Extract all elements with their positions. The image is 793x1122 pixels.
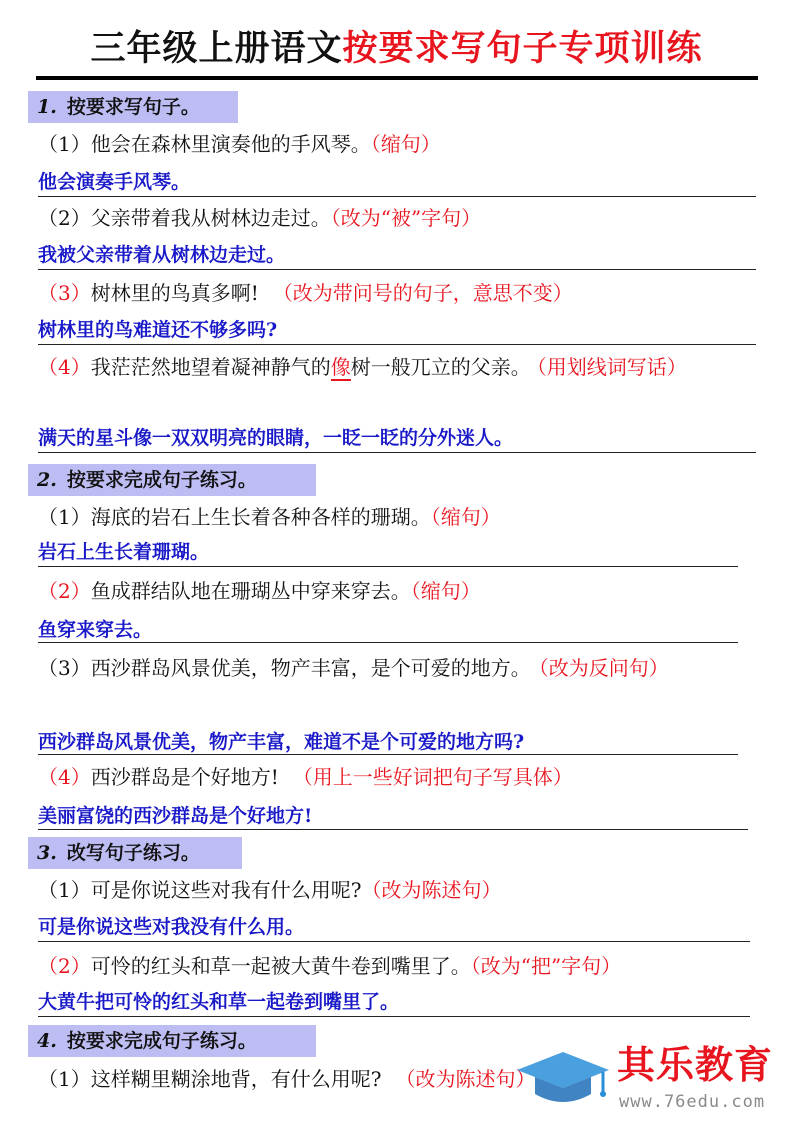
section-number: 1. <box>37 96 57 118</box>
question-mark: （2） <box>38 579 91 603</box>
section-number: 2. <box>37 469 57 491</box>
question-mark: （1） <box>38 1067 91 1091</box>
answer-2-4: 美丽富饶的西沙群岛是个好地方! <box>38 805 313 827</box>
question-requirement: （改为反问句） <box>538 656 669 680</box>
section-4-header <box>28 1025 316 1057</box>
question-requirement: （改为带问号的句子，意思不变） <box>272 281 573 305</box>
answer-1-2: 我被父亲带着从树林边走过。 <box>38 244 286 266</box>
answer-line <box>38 196 756 197</box>
question-requirement: （缩句） <box>430 505 501 529</box>
answer-line <box>38 1016 750 1017</box>
question-3-1 <box>38 874 501 906</box>
answer-line <box>38 344 756 345</box>
question-text: 海底的岩石上生长着各种各样的珊瑚。 <box>90 505 431 529</box>
question-text: 他会在森林里演奏他的手风琴。 <box>90 132 371 156</box>
question-3-2 <box>38 950 621 982</box>
question-text: 西沙群岛风景优美，物产丰富，是个可爱的地方。 <box>90 656 531 680</box>
answer-line <box>38 829 748 830</box>
section-3-header <box>28 837 242 869</box>
watermark-logo <box>515 1042 785 1114</box>
question-mark: （2） <box>38 206 91 230</box>
question-text: 树林里的鸟真多啊! <box>90 281 259 305</box>
page-title <box>0 24 793 74</box>
question-requirement: （缩句） <box>410 579 481 603</box>
question-1-2 <box>38 202 481 234</box>
section-label: 按要求完成句子练习。 <box>66 1030 257 1052</box>
answer-line <box>38 642 738 643</box>
section-label: 按要求完成句子练习。 <box>66 469 257 491</box>
answer-line <box>38 941 750 942</box>
answer-line <box>38 566 738 567</box>
title-red-part: 按要求写句子专项训练 <box>342 28 703 69</box>
section-label: 按要求写句子。 <box>66 96 200 118</box>
section-number: 4. <box>37 1030 57 1052</box>
answer-2-3: 西沙群岛风景优美，物产丰富，难道不是个可爱的地方吗? <box>38 731 525 753</box>
answer-1-4: 满天的星斗像一双双明亮的眼睛，一眨一眨的分外迷人。 <box>38 427 514 449</box>
question-2-3 <box>38 650 750 686</box>
question-4-1 <box>38 1063 535 1095</box>
question-mark: （2） <box>38 954 91 978</box>
question-2-2 <box>38 575 481 607</box>
question-text: 父亲带着我从树林边走过。 <box>90 206 331 230</box>
answer-line <box>38 452 756 453</box>
answer-line <box>38 754 738 755</box>
question-mark: （4） <box>38 355 91 379</box>
section-2-header <box>28 464 316 496</box>
question-1-4 <box>38 350 750 385</box>
question-text: 可是你说这些对我有什么用呢? <box>90 878 362 902</box>
question-text: 鱼成群结队地在珊瑚丛中穿来穿去。 <box>90 579 411 603</box>
section-1-header <box>28 91 238 123</box>
question-2-4 <box>38 761 573 793</box>
question-mark: （3） <box>38 656 91 680</box>
answer-3-2: 大黄牛把可怜的红头和草一起卷到嘴里了。 <box>38 991 400 1013</box>
answer-3-1: 可是你说这些对我没有什么用。 <box>38 916 305 938</box>
question-mark: （1） <box>38 132 91 156</box>
question-requirement: （用划线词写话） <box>536 355 687 379</box>
question-text: 这样糊里糊涂地背，有什么用呢? <box>90 1067 382 1091</box>
question-requirement: （用上一些好词把句子写具体） <box>292 765 573 789</box>
question-mark: （4） <box>38 765 91 789</box>
question-text: 西沙群岛是个好地方! <box>90 765 279 789</box>
graduation-cap-icon <box>515 1050 611 1110</box>
answer-2-1: 岩石上生长着珊瑚。 <box>38 541 210 563</box>
question-mark: （3） <box>38 281 91 305</box>
question-requirement: （改为陈述句） <box>361 878 502 902</box>
answer-2-2: 鱼穿来穿去。 <box>38 619 153 641</box>
question-requirement: （改为“把”字句） <box>470 954 622 978</box>
question-text: 可怜的红头和草一起被大黄牛卷到嘴里了。 <box>90 954 471 978</box>
question-requirement: （改为陈述句） <box>395 1067 536 1091</box>
title-black-part: 三年级上册语文 <box>90 28 343 69</box>
underlined-word: 像 <box>330 355 351 379</box>
question-requirement: （缩句） <box>370 132 441 156</box>
question-2-1 <box>38 501 501 533</box>
answer-1-1: 他会演奏手风琴。 <box>38 171 191 193</box>
question-text: 我茫茫然地望着凝神静气的 <box>90 355 331 379</box>
answer-line <box>38 269 756 270</box>
watermark-brand: 其乐教育 <box>617 1043 774 1087</box>
question-requirement: （改为“被”字句） <box>330 206 482 230</box>
question-text: 树一般兀立的父亲。 <box>350 355 531 379</box>
question-mark: （1） <box>38 878 91 902</box>
question-1-1 <box>38 128 441 160</box>
section-label: 改写句子练习。 <box>66 842 200 864</box>
question-1-3 <box>38 277 573 309</box>
question-mark: （1） <box>38 505 91 529</box>
title-underline <box>36 76 758 80</box>
watermark-url: www.76edu.com <box>619 1092 766 1112</box>
section-number: 3. <box>37 842 57 864</box>
answer-1-3: 树林里的鸟难道还不够多吗? <box>38 319 278 341</box>
